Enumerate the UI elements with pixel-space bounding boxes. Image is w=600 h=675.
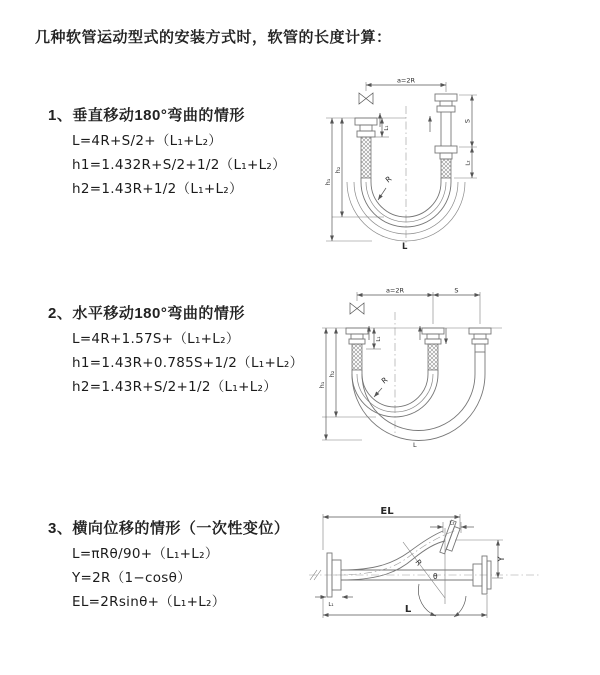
page-title: 几种软管运动型式的安装方式时，软管的长度计算： <box>35 29 392 46</box>
hose-upper-edge <box>341 531 443 570</box>
length-label: L <box>413 441 417 449</box>
formula-h1: h1=1.432R+S/2+1/2（L₁+L₂） <box>72 157 286 173</box>
dim-label-s: S <box>454 286 459 295</box>
radius-label: R <box>413 557 424 568</box>
dim-label-l2: L₂ <box>449 520 455 527</box>
flange <box>435 94 457 101</box>
dim-label-el: EL <box>380 506 394 517</box>
formula-y: Y=2R（1−cosθ） <box>72 570 192 586</box>
section-vertical-bend <box>48 103 286 201</box>
flange <box>422 328 444 334</box>
formula-list <box>48 327 303 399</box>
angle-label: θ <box>433 572 438 581</box>
diagram-horizontal-bend <box>316 282 521 450</box>
flange <box>355 118 377 125</box>
braided-hose-section <box>352 344 362 370</box>
hose-centerline <box>333 530 457 575</box>
dim-label-h1: h₁ <box>324 178 332 186</box>
section-horizontal-bend <box>48 301 303 399</box>
formula-length: L=4R+1.57S+（L₁+L₂） <box>72 331 240 347</box>
flange <box>346 328 368 334</box>
valve-icon <box>359 93 373 104</box>
formula-h1: h1=1.43R+0.785S+1/2（L₁+L₂） <box>72 355 304 371</box>
hose-assembly <box>326 93 465 246</box>
diagram-vertical-bend-svg <box>318 70 503 255</box>
dim-label-h2: h₂ <box>328 370 336 378</box>
formula-list <box>48 129 286 201</box>
section-heading: 2、水平移动180°弯曲的情形 <box>48 305 245 322</box>
dim-label-l1: L₁ <box>384 125 390 131</box>
dim-label-l2: L₂ <box>465 160 472 166</box>
section-lateral-displacement <box>48 516 289 614</box>
angle-arc <box>454 596 466 617</box>
dim-label-l1: L₁ <box>328 602 334 608</box>
dim-label-h2: h₂ <box>334 166 342 174</box>
formula-el: EL=2Rsinθ+（L₁+L₂） <box>72 594 226 610</box>
radius-label: R <box>383 174 394 185</box>
dimensions <box>324 77 477 253</box>
valve-icon <box>350 303 364 314</box>
angle-arc <box>418 584 436 616</box>
length-label: L <box>402 242 408 252</box>
flange <box>435 146 457 153</box>
radius-label: R <box>379 375 390 386</box>
section-heading: 3、横向位移的情形（一次性变位） <box>48 520 290 537</box>
section-heading: 1、垂直移动180°弯曲的情形 <box>48 107 245 124</box>
braided-hose-section <box>428 344 438 370</box>
hose-displaced-outer-arc <box>352 352 485 441</box>
dimensions <box>315 506 507 618</box>
flange <box>469 328 491 334</box>
formula-list <box>48 542 289 614</box>
braided-hose-section <box>441 159 451 178</box>
dim-label-l: L <box>404 604 412 615</box>
formula-length: L=πRθ/90+（L₁+L₂） <box>72 546 219 562</box>
dim-label-y: Y <box>497 556 507 562</box>
formula-h2: h2=1.43R+S/2+1/2（L₁+L₂） <box>72 379 278 395</box>
diagram-lateral-svg <box>303 500 563 640</box>
dim-label-h1: h₁ <box>318 381 326 389</box>
diagram-vertical-bend <box>318 70 503 255</box>
dim-label-l1: L₁ <box>376 336 382 342</box>
diagram-lateral-displacement <box>303 500 563 640</box>
hose-assembly <box>322 303 502 441</box>
formula-length: L=4R+S/2+（L₁+L₂） <box>72 133 223 149</box>
dim-label-a2r: a=2R <box>396 76 416 85</box>
dim-label-s: S <box>463 118 472 124</box>
dim-label-a2r: a=2R <box>385 286 405 295</box>
braided-hose-section <box>361 137 371 178</box>
diagram-horizontal-bend-svg <box>316 282 521 450</box>
formula-h2: h2=1.43R+1/2（L₁+L₂） <box>72 181 243 197</box>
dimensions <box>318 287 480 450</box>
